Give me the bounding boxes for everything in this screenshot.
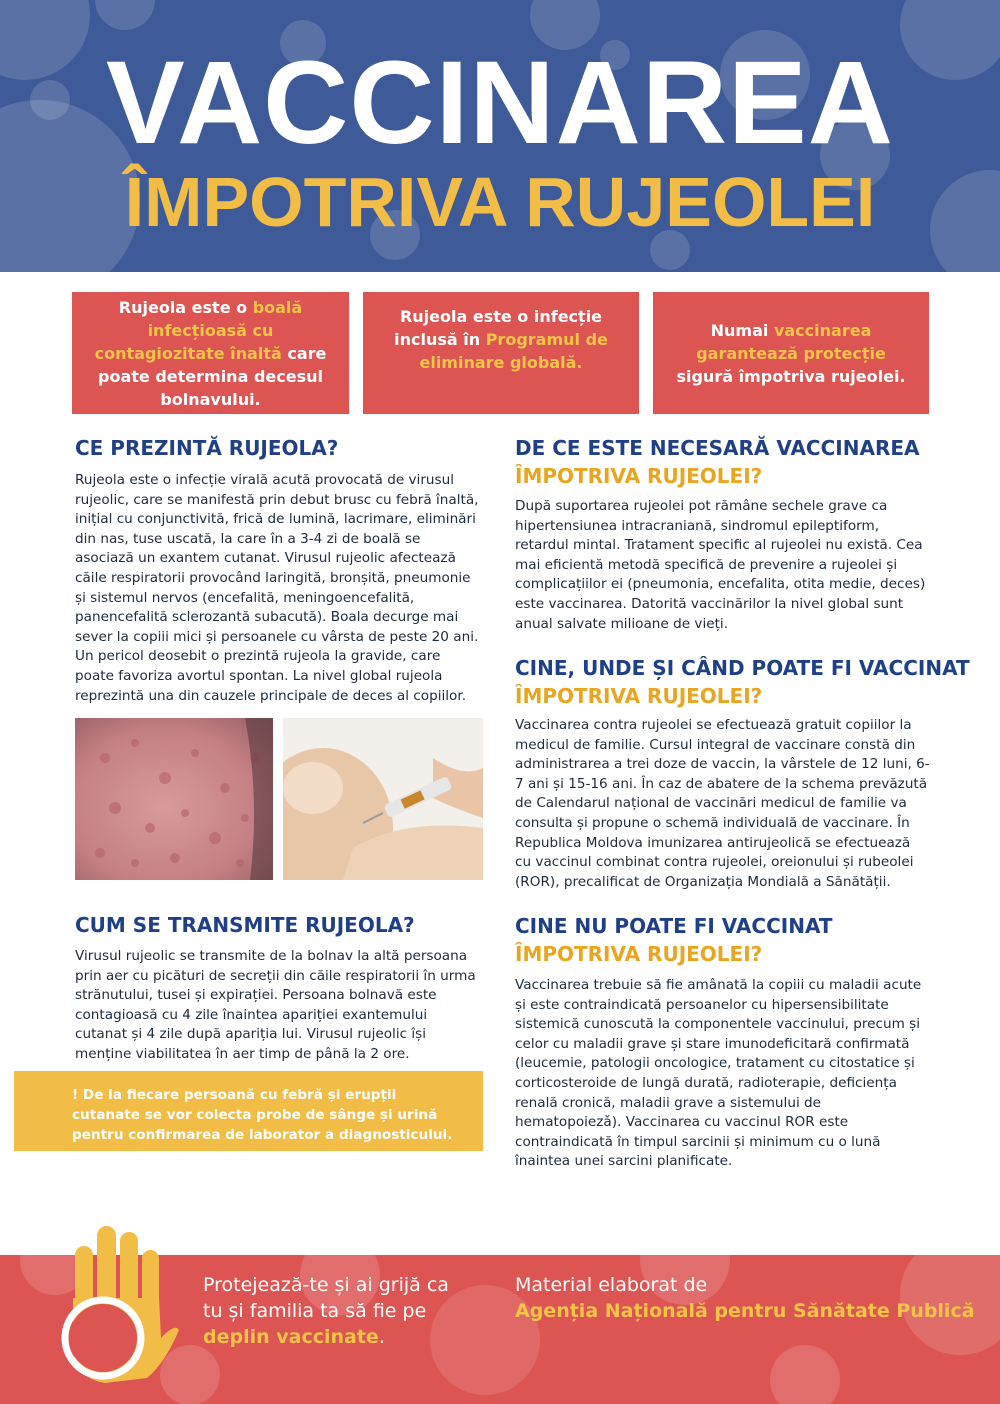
poster-subtitle: ÎMPOTRIVA RUJEOLEI (124, 163, 876, 241)
decor-bubble (770, 1345, 840, 1404)
text-what-is-measles: Rujeola este o infecție virală acută provocată de virusul rujeolic, care se manifestă prin debut brusc cu febră înaltă, inițial cu conjunctivită, frică de lumină, lacrimare, eliminări din nas, tuse uscată, la care în a 3-4 zi de boală se asociază un exantem cutanat. Virusul rujeolic afectează căile respiratorii provocând laringită, bronșită, pneumonie și sistemul nervos (encefalită, meningoencefalită, panencefalită sclerozantă subacută). Boala decurge mai sever la copiii mici și persoanele cu vârsta de peste 20 ani. Un pericol deosebit o prezintă rujeola la gravide, care poate favoriza avortul spontan. La nivel global rujeola reprezintă una din cauzele principale de deces al copiilor. (75, 472, 479, 704)
photo-skin-rash (75, 718, 273, 880)
fact-text: Rujeola este o infecție inclusă în Programul de eliminare globală. (394, 307, 608, 372)
text-contraindications: Vaccinarea trebuie să fie amânată la copiii cu maladii acute și este contraindicată persoanelor cu hipersensibilitate sistemică cunoscută la componentele vaccinului, precum și celor cu maladii grave și stare imunodeficitară confirmată (leucemie, patologii oncologice, tratament cu citostatice și corticosteroide de lungă durată, radioterapie, deficiența renală cronică, maladii grave a sistemului de hematopoiezǎ). Vaccinarea cu vaccinul ROR este contraindicată în timpul sarcinii și minimum cu o lună înaintea unei sarcini planificate. (515, 977, 922, 1170)
photo-child-vaccination (283, 718, 483, 880)
text-why-vaccinate: După suportarea rujeolei pot rămâne sechele grave ca hipertensiunea intracraniană, sindromul epileptiform, retardul mintal. Tratament specific al rujeolei nu există. Cea mai eficientă metodă specifică de prevenire a rujeolei și complicațiilor ei (pneumonia, encefalita, otita medie, deces) este vaccinarea. Datorită vaccinărilor la nivel global sunt anual salvate milioane de vieți. (515, 498, 926, 632)
fact-box-elimination (363, 292, 639, 414)
fact-text: Rujeola este o boală infecțioasă cu contagiozitate înaltă care poate determina decesul bolnavului. (94, 297, 327, 409)
text-who-where-when: Vaccinarea contra rujeolei se efectuează gratuit copiilor la medicul de familie. Cursul integral de vaccinare constă din administrarea a trei doze de vaccin, la vârstele de 12 luni, 6-7 ani și 15-16 ani. În caz de abatere de la schema prevăzută de Calendarul național de vaccinări medicul de familie va consulta și propune o schemă individuală de vaccinare. În Republica Moldova imunizarea antirujeolică se efectuează cu vaccinul combinat contra rujeolei, oreionului și rubeolei (ROR), precalificat de Organizația Mondială a Sănătății. (515, 717, 930, 890)
credit-label: Material elaborat de (515, 1274, 708, 1296)
poster-title: VACCINAREA (106, 37, 894, 169)
notice-text: ! De la fiecare persoană cu febră și erupții cutanate se vor colecta probe de sânge și urină pentru confirmarea de laborator a diagnosticului. (72, 1087, 453, 1143)
heading-transmission: CUM SE TRANSMITE RUJEOLA? (75, 913, 415, 937)
subheading-contraindications: ÎMPOTRIVA RUJEOLEI? (515, 942, 763, 966)
heading-contraindications: CINE NU POATE FI VACCINAT (515, 914, 833, 938)
hand-stop-icon (55, 1218, 180, 1393)
heading-what-is-measles: CE PREZINTĂ RUJEOLA? (75, 436, 339, 460)
header-banner (0, 0, 1000, 272)
fact-text: Numai vaccinarea garantează protecție sigură împotriva rujeolei. (676, 320, 906, 386)
subheading-who-where-when: ÎMPOTRIVA RUJEOLEI? (515, 684, 763, 708)
decor-bubble (95, 0, 155, 30)
subheading-why-vaccinate: ÎMPOTRIVA RUJEOLEI? (515, 464, 763, 488)
text-transmission: Virusul rujeolic se transmite de la bolnav la altă persoana prin aer cu picături de secreții din căile respiratorii în urma strănutului, tusei și expirației. Persoana bolnavă este contagioasă cu 4 zile înaintea apariției exantemului cutanat și 4 zile după apariția lui. Virusul rujeolic își menține viabilitatea în aer timp de până la 2 ore. (75, 948, 476, 1062)
heading-who-where-when: CINE, UNDE ȘI CÂND POATE FI VACCINAT (515, 656, 970, 680)
footer-credit (515, 1272, 975, 1324)
credit-organization: Agenția Națională pentru Sănătate Publică (515, 1300, 975, 1322)
notice-box (14, 1071, 483, 1151)
fact-box-protection (653, 292, 929, 414)
footer-slogan: Protejează-te și ai grijă ca tu și familia ta să fie pe deplin vaccinate. (203, 1274, 449, 1348)
fact-box-contagiousness (72, 292, 349, 414)
heading-why-vaccinate: DE CE ESTE NECESARĂ VACCINAREA (515, 436, 920, 460)
